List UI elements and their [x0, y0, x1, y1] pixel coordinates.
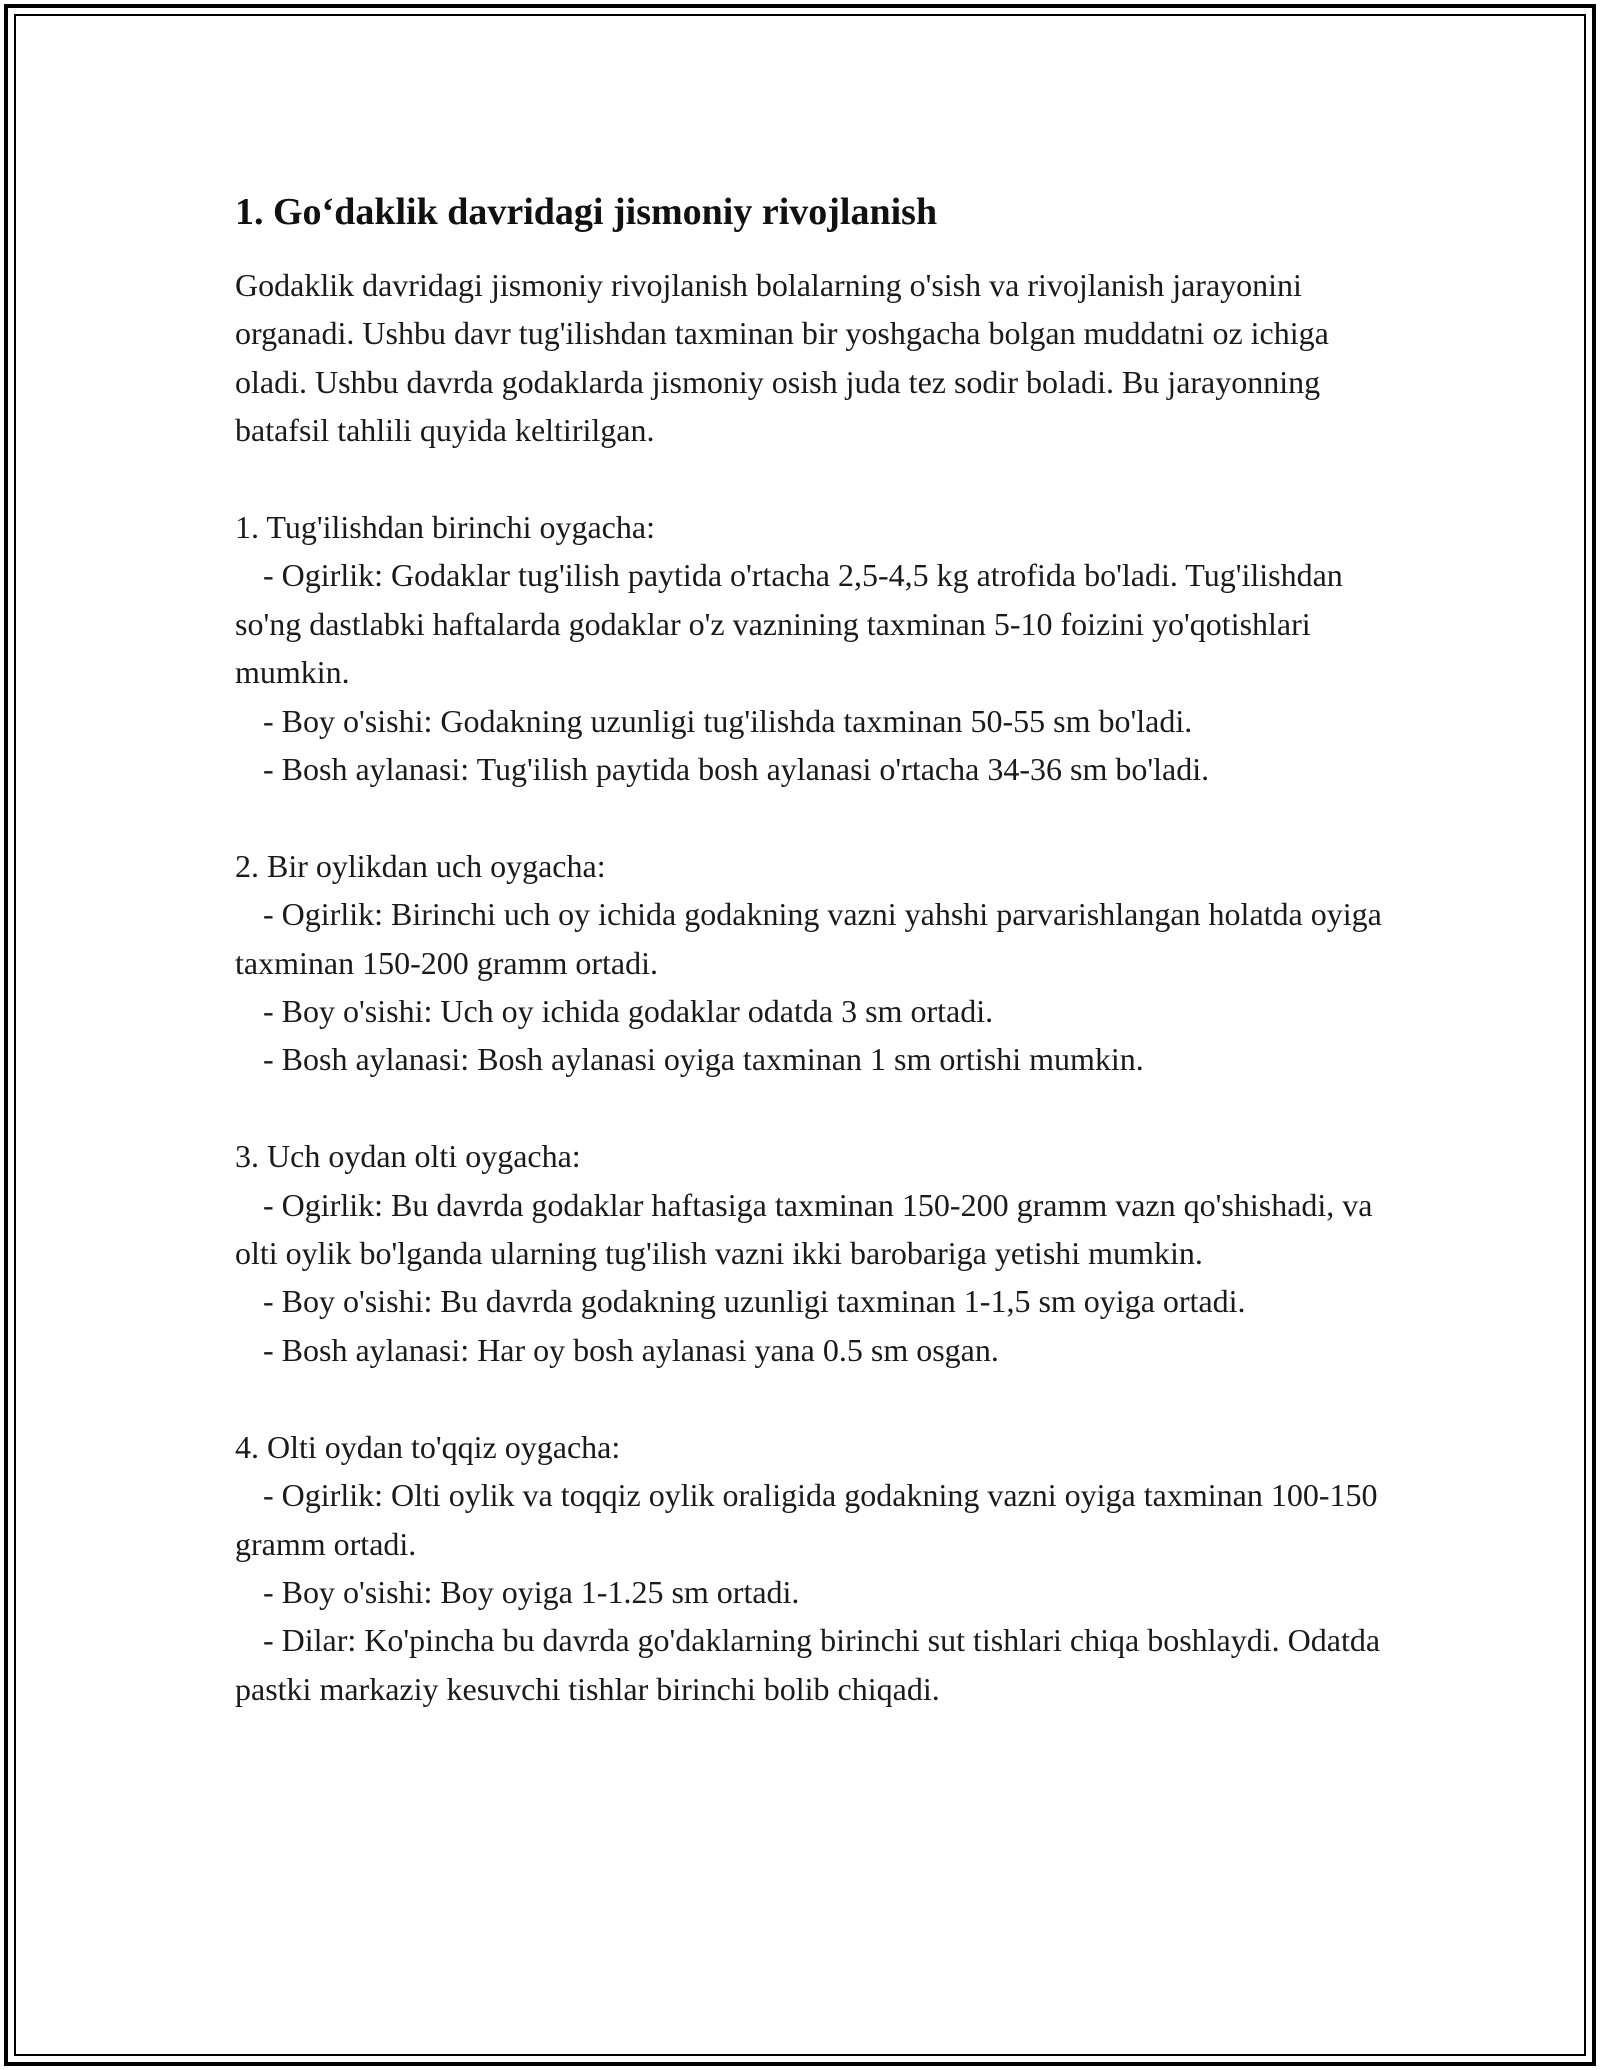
section-heading: 2. Bir oylikdan uch oygacha:	[235, 847, 606, 884]
section-item: - Bosh aylanasi: Har oy bosh aylanasi yana 0.5 sm osgan.	[263, 1331, 999, 1368]
section-item: - Boy o'sishi: Bu davrda godakning uzunligi taxminan 1-1,5 sm oyiga ortadi.	[263, 1283, 1246, 1320]
section-item: - Boy o'sishi: Boy oyiga 1-1.25 sm ortadi.	[263, 1573, 800, 1610]
section-4	[235, 1423, 1389, 1713]
section-item: - Ogirlik: Bu davrda godaklar haftasiga taxminan 150-200 gramm vazn qo'shishadi, va olti oylik bo'lganda ularning tug'ilish vazni ikki barobariga yetishi mumkin.	[235, 1186, 1381, 1272]
section-item: - Ogirlik: Godaklar tug'ilish paytida o'rtacha 2,5-4,5 kg atrofida bo'ladi. Tug'ilishdan so'ng dastlabki haftalarda godaklar o'z vaznining taxminan 5-10 foizini yo'qotishlari mumkin.	[235, 557, 1351, 691]
section-item: - Ogirlik: Birinchi uch oy ichida godakning vazni yahshi parvarishlangan holatda oyiga taxminan 150-200 gramm ortadi.	[235, 896, 1390, 981]
section-item: - Boy o'sishi: Godakning uzunligi tug'ilishda taxminan 50-55 sm bo'ladi.	[263, 702, 1193, 739]
spacer	[235, 1374, 1385, 1422]
section-heading: 1. Tug'ilishdan birinchi oygacha:	[235, 509, 655, 546]
spacer	[235, 455, 1385, 503]
section-3	[235, 1132, 1385, 1374]
document-content	[235, 185, 1390, 1713]
section-2	[235, 842, 1390, 1084]
section-item: - Bosh aylanasi: Tug'ilish paytida bosh aylanasi o'rtacha 34-36 sm bo'ladi.	[263, 751, 1210, 788]
section-heading: 4. Olti oydan to'qqiz oygacha:	[235, 1428, 621, 1465]
spacer	[235, 1084, 1385, 1132]
section-heading: 3. Uch oydan olti oygacha:	[235, 1138, 581, 1175]
spacer	[235, 793, 1385, 841]
section-1	[235, 503, 1385, 793]
section-item: - Ogirlik: Olti oylik va toqqiz oylik oraligida godakning vazni oyiga taxminan 100-150 gramm ortadi.	[235, 1477, 1386, 1562]
intro-paragraph: Godaklik davridagi jismoniy rivojlanish bolalarning o'sish va rivojlanish jarayonini organadi. Ushbu davr tug'ilishdan taxminan bir yoshgacha bolgan muddatni oz ichiga oladi. Ushbu davrda godaklarda jismoniy osish juda tez sodir boladi. Bu jarayonning batafsil tahlili quyida keltirilgan.	[235, 267, 1337, 449]
section-item: - Dilar: Ko'pincha bu davrda go'daklarning birinchi sut tishlari chiqa boshlaydi. Odatda pastki markaziy kesuvchi tishlar birinchi bolib chiqadi.	[235, 1622, 1389, 1707]
section-item: - Bosh aylanasi: Bosh aylanasi oyiga taxminan 1 sm ortishi mumkin.	[263, 1041, 1144, 1078]
document-title: 1. Go‘daklik davridagi jismoniy rivojlanish	[235, 191, 938, 233]
section-item: - Boy o'sishi: Uch oy ichida godaklar odatda 3 sm ortadi.	[263, 993, 994, 1030]
